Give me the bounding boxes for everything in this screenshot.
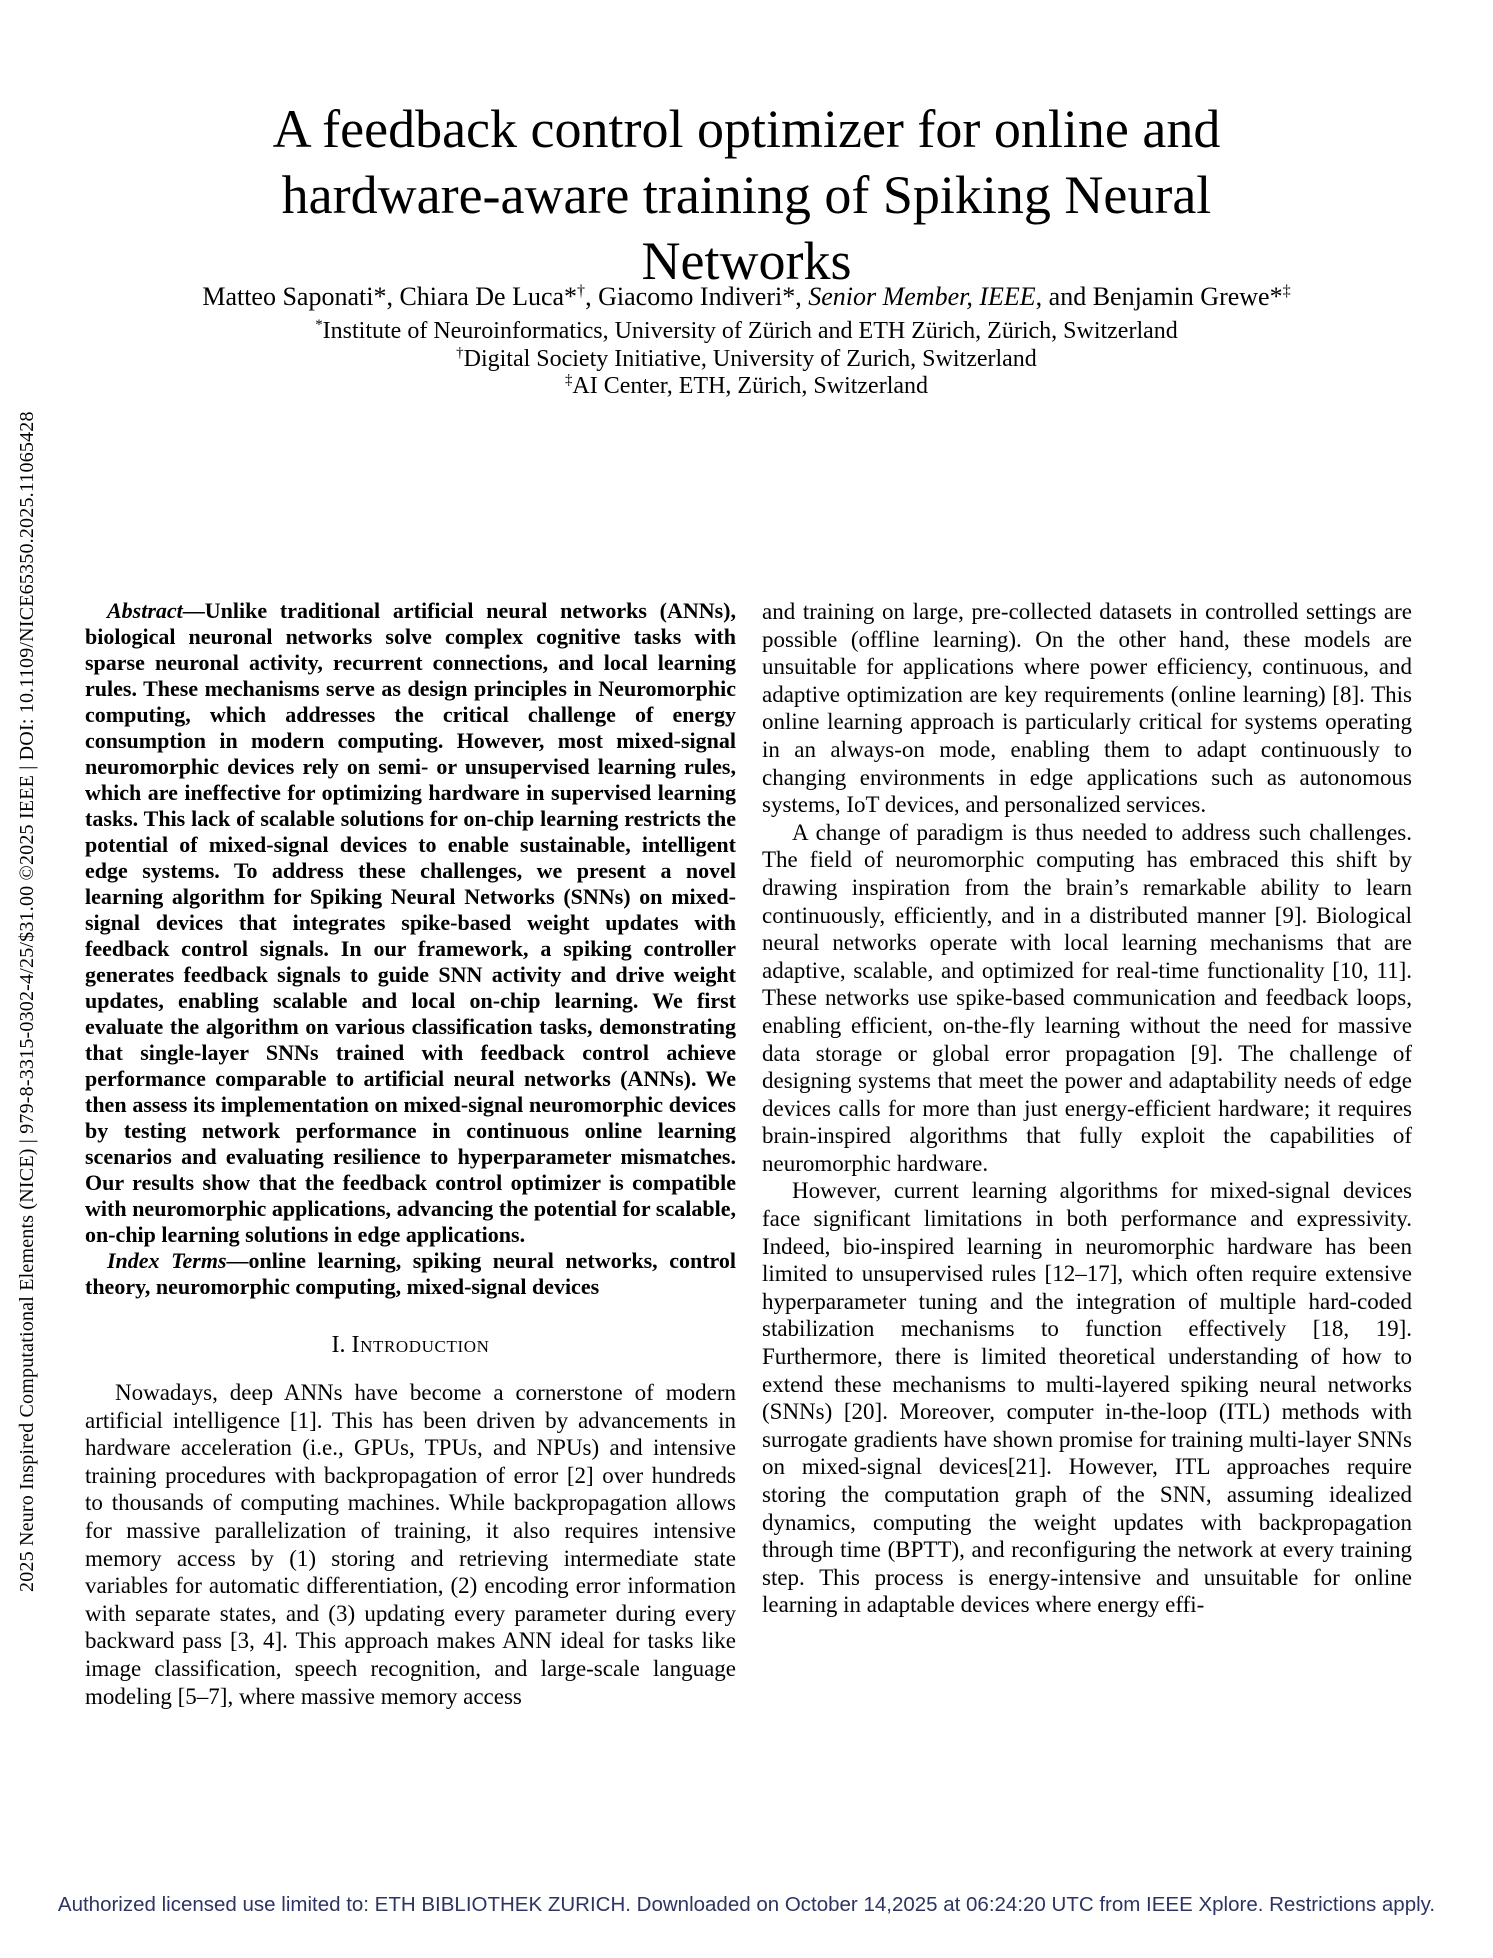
affiliation-line-2 [0, 346, 1493, 374]
left-column [85, 598, 736, 1710]
section-heading-introduction [85, 1332, 736, 1359]
author-ddagger-mark: ‡ [1282, 282, 1291, 300]
index-terms-label: Index Terms [107, 1248, 227, 1273]
license-text: Authorized licensed use limited to: ETH BIBLIOTHEK ZURICH. Downloaded on October 14,2025 at 06:24:20 UTC from IEEE Xplore. Restrictions apply. [57, 1893, 1436, 1916]
affiliation-marker-3: ‡ [564, 372, 573, 388]
abstract-label: Abstract [107, 598, 183, 623]
author-names-1: Matteo Saponati*, Chiara De Luca* [202, 282, 578, 311]
affiliation-marker-2: † [456, 344, 464, 361]
paper-title-line-2: hardware-aware training of Spiking Neural [281, 165, 1212, 225]
author-names-3: , and Benjamin Grewe* [1035, 282, 1283, 311]
index-terms-paragraph [85, 1248, 736, 1300]
intro-paragraph-right-2: A change of paradigm is thus needed to address such challenges. The field of neuromorphic computing has embraced this shift by drawing inspiration from the brain’s remarkable ability to learn continuously, efficiently, and in a distributed manner [9]. Biological neural networks operate with local learning mechanisms that are adaptive, scalable, and optimized for real-time functionality [10, 11]. These networks use spike-based communication and feedback loops, enabling efficient, on-the-fly learning without the need for massive data storage or global error propagation [9]. The challenge of designing systems that meet the power and adaptability needs of edge devices calls for more than just energy-efficient hardware; it requires brain-inspired algorithms that fully exploit the capabilities of neuromorphic hardware. [762, 819, 1412, 1176]
abstract-paragraph [85, 598, 736, 1248]
affiliation-marker-1: * [315, 317, 323, 333]
author-dagger-mark: † [577, 282, 586, 300]
intro-paragraph-right-3: However, current learning algorithms for mixed-signal devices face significant limitations in both performance and expressivity. Indeed, bio-inspired learning in neuromorphic hardware has been limited to unsupervised rules [12–17], which often require extensive hyperparameter tuning and the integration of multiple hard-coded stabilization mechanisms to function effectively [18, 19]. Furthermore, there is limited theoretical understanding of how to extend these mechanisms to multi-layered spiking neural networks (SNNs) [20]. Moreover, computer in-the-loop (ITL) methods with surrogate gradients have shown promise for training multi-layer SNNs on mixed-signal devices[21]. However, ITL approaches require storing the computation graph of the SNN, assuming idealized dynamics, computing the weight updates with backpropagation through time (BPTT), and reconfiguring the network at every training step. This process is energy-intensive and unsuitable for online learning in adaptable devices where energy effi- [762, 1178, 1412, 1618]
affiliation-block [0, 318, 1493, 401]
abstract-text: —Unlike traditional artificial neural networks (ANNs), biological neuronal networks solve complex cognitive tasks with sparse neuronal activity, recurrent connections, and local learning rules. These mechanisms serve as design principles in Neuromorphic computing, which addresses the critical challenge of energy consumption in modern computing. However, most mixed-signal neuromorphic devices rely on semi- or unsupervised learning rules, which are ineffective for optimizing hardware in supervised learning tasks. This lack of scalable solutions for on-chip learning restricts the potential of mixed-signal devices to enable sustainable, intelligent edge systems. To address these challenges, we present a novel learning algorithm for Spiking Neural Networks (SNNs) on mixed-signal devices that integrates spike-based weight updates with feedback control signals. In our framework, a spiking controller generates feedback signals to guide SNN activity and drive weight updates, enabling scalable and local on-chip learning. We first evaluate the algorithm on various classification tasks, demonstrating that single-layer SNNs trained with feedback control achieve performance comparable to artificial neural networks (ANNs). We then assess its implementation on mixed-signal neuromorphic devices by testing network performance in continuous online learning scenarios and evaluating resilience to hyperparameter mismatches. Our results show that the feedback control optimizer is compatible with neuromorphic applications, advancing the potential for scalable, on-chip learning solutions in edge applications. [85, 598, 736, 1247]
section-title: Introduction [351, 1332, 490, 1358]
copyright-sidebar-text: 2025 Neuro Inspired Computational Elements (NICE) | 979-8-3315-0302-4/25/$31.00 ©2025 IEEE | DOI: 10.1109/NICE65350.2025.11065428 [16, 411, 38, 1592]
author-names-2: , Giacomo Indiveri*, [585, 282, 809, 311]
paper-title [0, 96, 1493, 294]
affiliation-line-1 [0, 318, 1493, 346]
paper-title-line-3: Networks [641, 231, 852, 291]
affiliation-text-2: Digital Society Initiative, University of Zurich, Switzerland [463, 345, 1037, 372]
affiliation-line-3 [0, 373, 1493, 401]
paper-title-line-1: A feedback control optimizer for online and [272, 99, 1221, 159]
section-number: I. [331, 1332, 346, 1358]
intro-paragraph-left: Nowadays, deep ANNs have become a cornerstone of modern artificial intelligence [1]. This has been driven by advancements in hardware acceleration (i.e., GPUs, TPUs, and NPUs) and intensive training procedures with backpropagation of error [2] over hundreds to thousands of computing machines. While backpropagation allows for massive parallelization of training, it also requires intensive memory access by (1) storing and retrieving intermediate state variables for automatic differentiation, (2) encoding error information with separate states, and (3) updating every parameter during every backward pass [3, 4]. This approach makes ANN ideal for tasks like image classification, speech recognition, and large-scale language modeling [5–7], where massive memory access [85, 1380, 736, 1709]
affiliation-text-3: AI Center, ETH, Zürich, Switzerland [572, 373, 929, 399]
affiliation-text-1: Institute of Neuroinformatics, University of Zürich and ETH Zürich, Zürich, Switzerland [322, 318, 1178, 344]
author-line [0, 282, 1493, 312]
page-footer [0, 1893, 1493, 1917]
intro-paragraph-right-1: and training on large, pre-collected datasets in controlled settings are possible (offline learning). On the other hand, these models are unsuitable for applications where power efficiency, continuous, and adaptive optimization are key requirements (online learning) [8]. This online learning approach is particularly critical for systems operating in an always-on mode, enabling them to adapt continuously to changing environments in edge applications such as autonomous systems, IoT devices, and personalized services. [762, 599, 1412, 818]
author-ieee-membership: Senior Member, IEEE [808, 282, 1036, 311]
right-column [762, 598, 1412, 1619]
index-terms-text: —online learning, spiking neural networks, control theory, neuromorphic computing, mixed-signal devices [85, 1248, 737, 1299]
